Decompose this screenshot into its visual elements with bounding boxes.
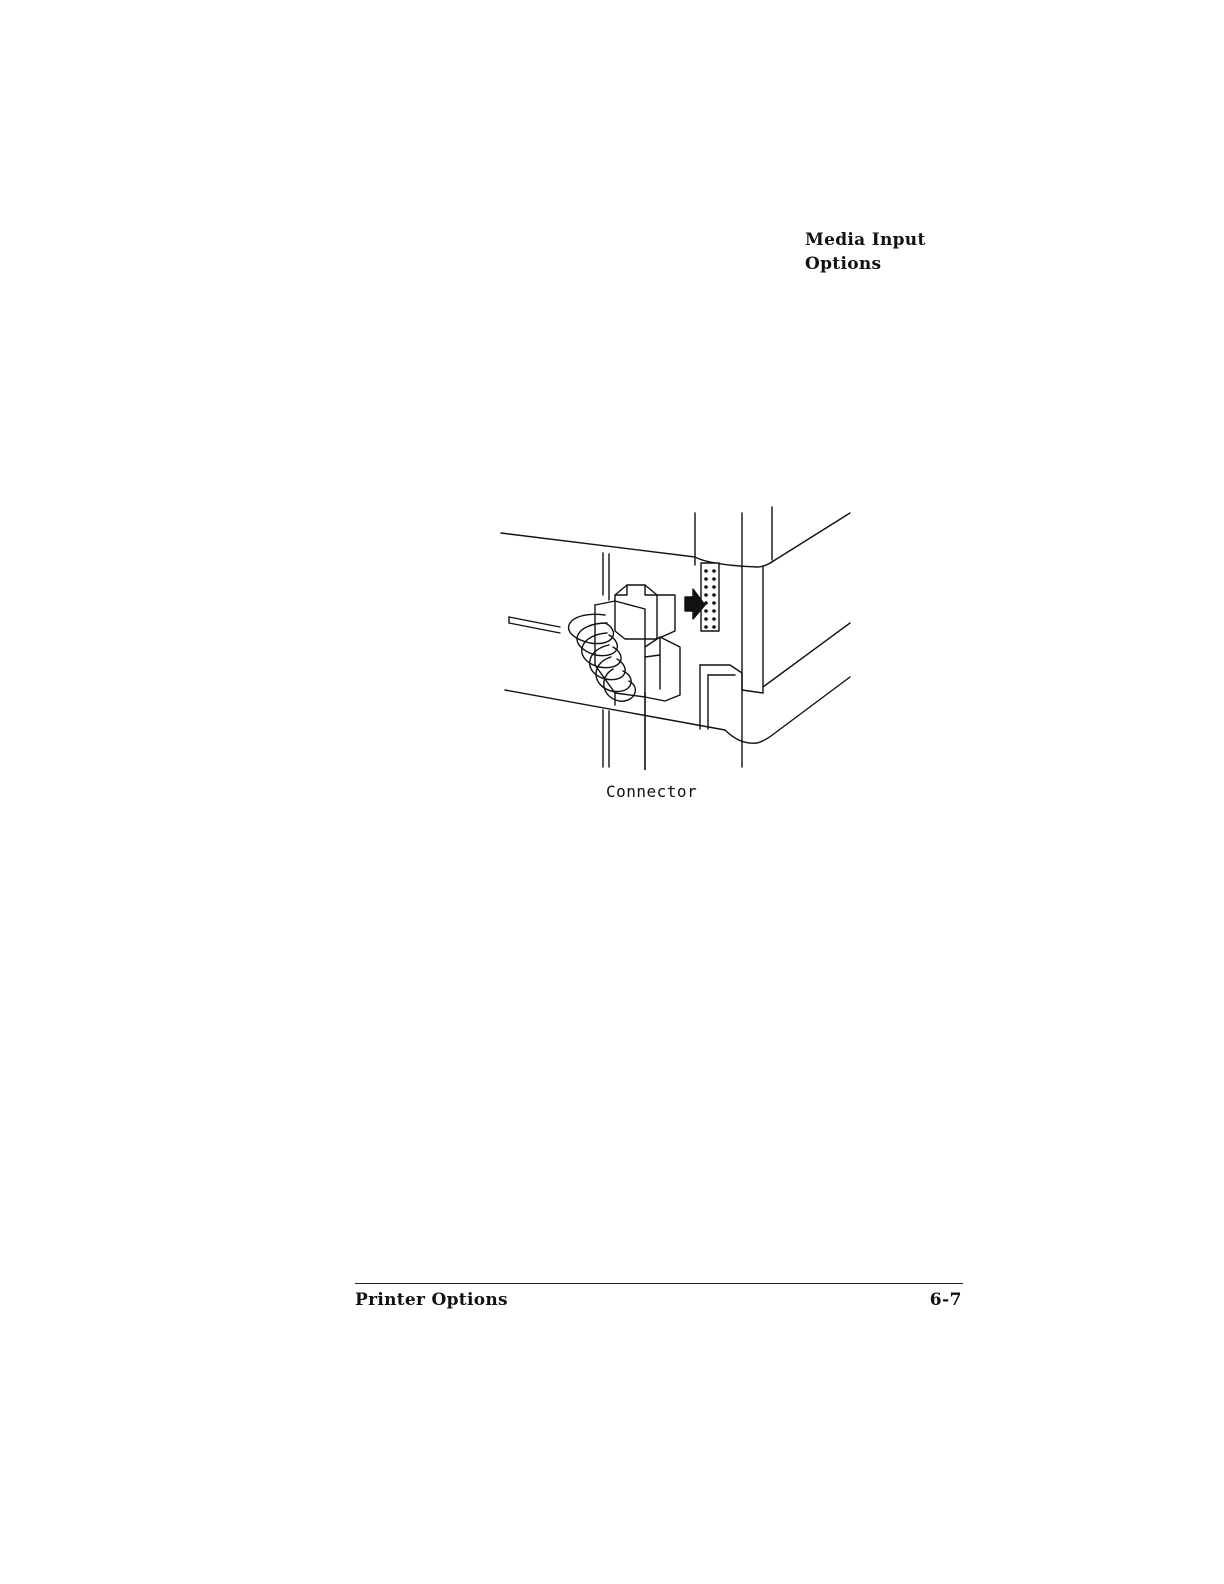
connector-illustration xyxy=(495,505,860,770)
footer-page-number: 6-7 xyxy=(929,1290,962,1310)
connector-line-drawing xyxy=(495,505,860,770)
footer-section-title: Printer Options xyxy=(355,1290,508,1310)
connector-callout-label: Connector xyxy=(606,782,698,801)
footer-divider xyxy=(355,1283,963,1284)
side-heading-line-1: Media Input xyxy=(805,230,926,250)
side-heading-line-2: Options xyxy=(805,254,882,274)
section-side-heading xyxy=(805,228,975,276)
